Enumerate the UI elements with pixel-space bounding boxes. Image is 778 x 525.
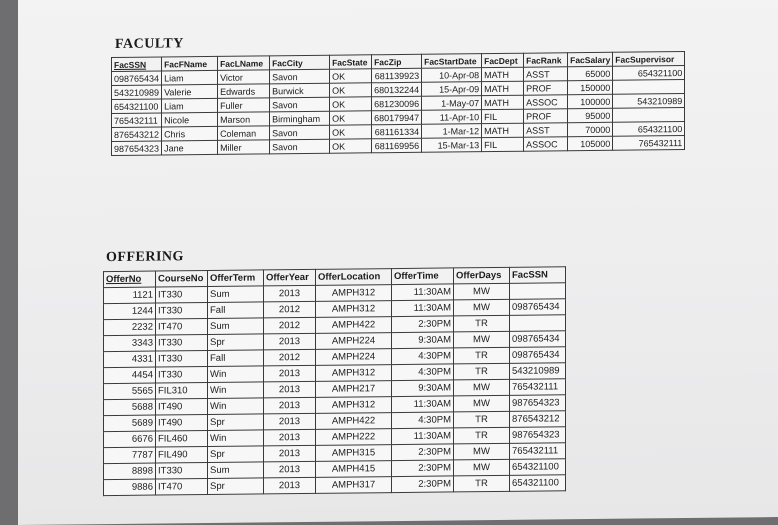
- faculty-cell: 100000: [568, 94, 613, 108]
- offering-cell: 9886: [104, 479, 156, 496]
- faculty-cell: OK: [330, 111, 372, 125]
- faculty-col-header: FacSupervisor: [613, 52, 685, 67]
- offering-cell: MW: [454, 443, 510, 460]
- faculty-cell: 543210989: [613, 94, 685, 109]
- faculty-cell: MATH: [482, 67, 524, 81]
- faculty-cell: 987654323: [112, 141, 162, 156]
- faculty-col-header: FacDept: [482, 53, 524, 67]
- offering-cell: 2:30PM: [392, 444, 454, 461]
- offering-cell: MW: [454, 299, 510, 316]
- faculty-cell: Miller: [218, 140, 270, 155]
- offering-cell: 2013: [264, 413, 316, 430]
- faculty-col-header: FacZip: [372, 54, 422, 69]
- offering-cell: 5565: [104, 383, 156, 400]
- offering-col-header: OfferDays: [454, 267, 510, 284]
- faculty-col-header: FacSSN: [112, 57, 162, 72]
- offering-cell: 098765434: [510, 299, 566, 316]
- offering-cell: IT490: [156, 415, 208, 432]
- offering-cell: 876543212: [510, 411, 566, 428]
- offering-cell: 2012: [264, 349, 316, 366]
- faculty-cell: 105000: [568, 136, 613, 150]
- offering-cell: IT330: [156, 287, 208, 304]
- offering-cell: AMPH422: [316, 413, 392, 430]
- faculty-cell: 765432111: [613, 136, 685, 151]
- offering-cell: MW: [454, 459, 510, 476]
- offering-cell: Spr: [208, 446, 264, 463]
- faculty-cell: 654321100: [613, 122, 685, 137]
- faculty-cell: MATH: [482, 81, 524, 95]
- offering-col-header: OfferNo: [104, 271, 156, 288]
- faculty-cell: 654321100: [112, 99, 162, 114]
- offering-col-header: OfferTime: [392, 268, 454, 285]
- faculty-cell: 15-Mar-13: [422, 138, 482, 153]
- faculty-cell: ASST: [524, 123, 568, 137]
- faculty-cell: 681161334: [372, 124, 422, 139]
- offering-cell: [510, 315, 566, 332]
- faculty-cell: 11-Apr-10: [422, 110, 482, 125]
- faculty-cell: 150000: [568, 80, 613, 94]
- offering-cell: 11:30AM: [392, 396, 454, 413]
- offering-cell: 2013: [264, 445, 316, 462]
- faculty-cell: MATH: [482, 123, 524, 137]
- offering-cell: 2:30PM: [392, 476, 454, 493]
- faculty-cell: Savon: [270, 69, 330, 84]
- offering-cell: TR: [454, 347, 510, 364]
- offering-cell: 11:30AM: [392, 300, 454, 317]
- offering-cell: Spr: [208, 414, 264, 431]
- offering-cell: AMPH312: [316, 285, 392, 302]
- offering-cell: 4:30PM: [392, 364, 454, 381]
- offering-cell: 2013: [264, 477, 316, 494]
- faculty-cell: OK: [330, 83, 372, 97]
- faculty-cell: Edwards: [218, 84, 270, 99]
- offering-cell: 2013: [264, 381, 316, 398]
- offering-cell: AMPH217: [316, 381, 392, 398]
- faculty-cell: Victor: [218, 70, 270, 85]
- faculty-col-header: FacSalary: [568, 52, 613, 66]
- offering-cell: TR: [454, 427, 510, 444]
- offering-cell: IT330: [156, 303, 208, 320]
- faculty-cell: 680132244: [372, 82, 422, 97]
- faculty-cell: 098765434: [112, 71, 162, 86]
- offering-cell: 987654323: [510, 395, 566, 412]
- faculty-cell: 70000: [568, 122, 613, 136]
- offering-cell: IT330: [156, 351, 208, 368]
- offering-cell: 11:30AM: [392, 428, 454, 445]
- offering-cell: 2232: [104, 319, 156, 336]
- faculty-cell: [613, 108, 685, 123]
- offering-cell: 2012: [264, 317, 316, 334]
- offering-cell: IT330: [156, 367, 208, 384]
- offering-cell: 2013: [264, 461, 316, 478]
- offering-cell: 2013: [264, 365, 316, 382]
- offering-col-header: OfferTerm: [208, 270, 264, 287]
- faculty-cell: 680179947: [372, 110, 422, 125]
- offering-cell: AMPH317: [316, 477, 392, 494]
- offering-cell: 6676: [104, 431, 156, 448]
- faculty-cell: Marson: [218, 112, 270, 127]
- offering-cell: 2012: [264, 301, 316, 318]
- offering-cell: IT490: [156, 399, 208, 416]
- faculty-cell: OK: [330, 69, 372, 83]
- offering-cell: 987654323: [510, 427, 566, 444]
- offering-cell: 1121: [104, 287, 156, 304]
- faculty-cell: 1-Mar-12: [422, 124, 482, 139]
- offering-cell: 654321100: [510, 459, 566, 476]
- offering-cell: Sum: [208, 318, 264, 335]
- offering-cell: FIL310: [156, 383, 208, 400]
- offering-cell: 5688: [104, 399, 156, 416]
- faculty-cell: Fuller: [218, 98, 270, 113]
- offering-cell: 4454: [104, 367, 156, 384]
- faculty-cell: Savon: [270, 125, 330, 140]
- faculty-cell: Savon: [270, 139, 330, 154]
- offering-cell: IT470: [156, 479, 208, 496]
- offering-cell: Spr: [208, 334, 264, 351]
- offering-cell: MW: [454, 331, 510, 348]
- offering-cell: Fall: [208, 350, 264, 367]
- offering-cell: FIL460: [156, 431, 208, 448]
- offering-title: OFFERING: [106, 249, 184, 266]
- offering-cell: MW: [454, 283, 510, 300]
- faculty-cell: ASSOC: [524, 95, 568, 109]
- offering-cell: AMPH312: [316, 301, 392, 318]
- offering-cell: Win: [208, 430, 264, 447]
- faculty-cell: OK: [330, 125, 372, 139]
- faculty-cell: Liam: [162, 70, 218, 85]
- faculty-cell: OK: [330, 139, 372, 153]
- offering-cell: IT470: [156, 319, 208, 336]
- offering-cell: 765432111: [510, 443, 566, 460]
- offering-cell: Spr: [208, 478, 264, 495]
- offering-col-header: OfferLocation: [316, 269, 392, 286]
- offering-col-header: OfferYear: [264, 269, 316, 286]
- offering-cell: MW: [454, 379, 510, 396]
- faculty-title: FACULTY: [115, 36, 184, 52]
- offering-cell: TR: [454, 363, 510, 380]
- faculty-cell: 765432111: [112, 113, 162, 128]
- offering-cell: AMPH222: [316, 429, 392, 446]
- offering-row: [104, 475, 566, 496]
- offering-cell: 3343: [104, 335, 156, 352]
- faculty-col-header: FacStartDate: [422, 54, 482, 69]
- offering-cell: AMPH224: [316, 349, 392, 366]
- offering-cell: 2013: [264, 285, 316, 302]
- offering-cell: Win: [208, 382, 264, 399]
- offering-cell: MW: [454, 395, 510, 412]
- offering-cell: IT330: [156, 463, 208, 480]
- faculty-col-header: FacLName: [218, 56, 270, 71]
- offering-cell: 098765434: [510, 331, 566, 348]
- offering-cell: 4:30PM: [392, 348, 454, 365]
- faculty-cell: 15-Apr-09: [422, 82, 482, 97]
- faculty-cell: [613, 80, 685, 95]
- offering-cell: [510, 283, 566, 300]
- offering-cell: Fall: [208, 302, 264, 319]
- faculty-col-header: FacFName: [162, 56, 218, 71]
- faculty-cell: PROF: [524, 109, 568, 123]
- offering-cell: Win: [208, 398, 264, 415]
- offering-cell: TR: [454, 475, 510, 492]
- faculty-cell: 65000: [568, 66, 613, 80]
- faculty-body: [112, 66, 685, 156]
- offering-body: [104, 283, 566, 496]
- offering-cell: 2013: [264, 429, 316, 446]
- offering-cell: AMPH312: [316, 365, 392, 382]
- offering-cell: 8898: [104, 463, 156, 480]
- offering-cell: TR: [454, 315, 510, 332]
- faculty-cell: Savon: [270, 97, 330, 112]
- faculty-cell: ASST: [524, 67, 568, 81]
- offering-cell: 2013: [264, 397, 316, 414]
- offering-cell: 765432111: [510, 379, 566, 396]
- faculty-cell: OK: [330, 97, 372, 111]
- offering-cell: AMPH224: [316, 333, 392, 350]
- faculty-cell: 1-May-07: [422, 96, 482, 111]
- offering-cell: IT330: [156, 335, 208, 352]
- offering-col-header: CourseNo: [156, 271, 208, 288]
- faculty-cell: 543210989: [112, 85, 162, 100]
- paper-sheet: [18, 0, 778, 525]
- offering-cell: 9:30AM: [392, 380, 454, 397]
- offering-cell: AMPH315: [316, 445, 392, 462]
- faculty-cell: MATH: [482, 95, 524, 109]
- offering-cell: 654321100: [510, 475, 566, 492]
- offering-col-header: FacSSN: [510, 267, 566, 284]
- offering-cell: 2:30PM: [392, 316, 454, 333]
- faculty-col-header: FacState: [330, 55, 372, 69]
- offering-cell: FIL490: [156, 447, 208, 464]
- faculty-cell: FIL: [482, 137, 524, 151]
- offering-cell: 7787: [104, 447, 156, 464]
- faculty-cell: ASSOC: [524, 137, 568, 151]
- faculty-cell: Liam: [162, 98, 218, 113]
- offering-cell: AMPH415: [316, 461, 392, 478]
- faculty-cell: Coleman: [218, 126, 270, 141]
- faculty-col-header: FacRank: [524, 53, 568, 67]
- offering-cell: Sum: [208, 286, 264, 303]
- offering-cell: Sum: [208, 462, 264, 479]
- offering-cell: 543210989: [510, 363, 566, 380]
- faculty-cell: FIL: [482, 109, 524, 123]
- faculty-cell: Chris: [162, 126, 218, 141]
- faculty-cell: PROF: [524, 81, 568, 95]
- faculty-cell: 95000: [568, 108, 613, 122]
- faculty-cell: 681230096: [372, 96, 422, 111]
- faculty-cell: Jane: [162, 140, 218, 155]
- offering-cell: Win: [208, 366, 264, 383]
- offering-cell: 1244: [104, 303, 156, 320]
- offering-cell: 2013: [264, 333, 316, 350]
- faculty-table: [111, 51, 685, 156]
- faculty-cell: Birmingham: [270, 111, 330, 126]
- faculty-cell: 10-Apr-08: [422, 68, 482, 83]
- offering-cell: 4331: [104, 351, 156, 368]
- offering-cell: 098765434: [510, 347, 566, 364]
- offering-cell: 2:30PM: [392, 460, 454, 477]
- faculty-cell: 654321100: [613, 66, 685, 81]
- faculty-cell: Valerie: [162, 84, 218, 99]
- offering-cell: 4:30PM: [392, 412, 454, 429]
- faculty-cell: 681139923: [372, 68, 422, 83]
- offering-cell: TR: [454, 411, 510, 428]
- offering-cell: AMPH312: [316, 397, 392, 414]
- offering-cell: 11:30AM: [392, 284, 454, 301]
- faculty-cell: Burwick: [270, 83, 330, 98]
- faculty-cell: 681169956: [372, 138, 422, 153]
- faculty-col-header: FacCity: [270, 55, 330, 70]
- offering-cell: AMPH422: [316, 317, 392, 334]
- offering-table: [103, 266, 566, 496]
- faculty-cell: 876543212: [112, 127, 162, 142]
- offering-cell: 9:30AM: [392, 332, 454, 349]
- faculty-cell: Nicole: [162, 112, 218, 127]
- offering-cell: 5689: [104, 415, 156, 432]
